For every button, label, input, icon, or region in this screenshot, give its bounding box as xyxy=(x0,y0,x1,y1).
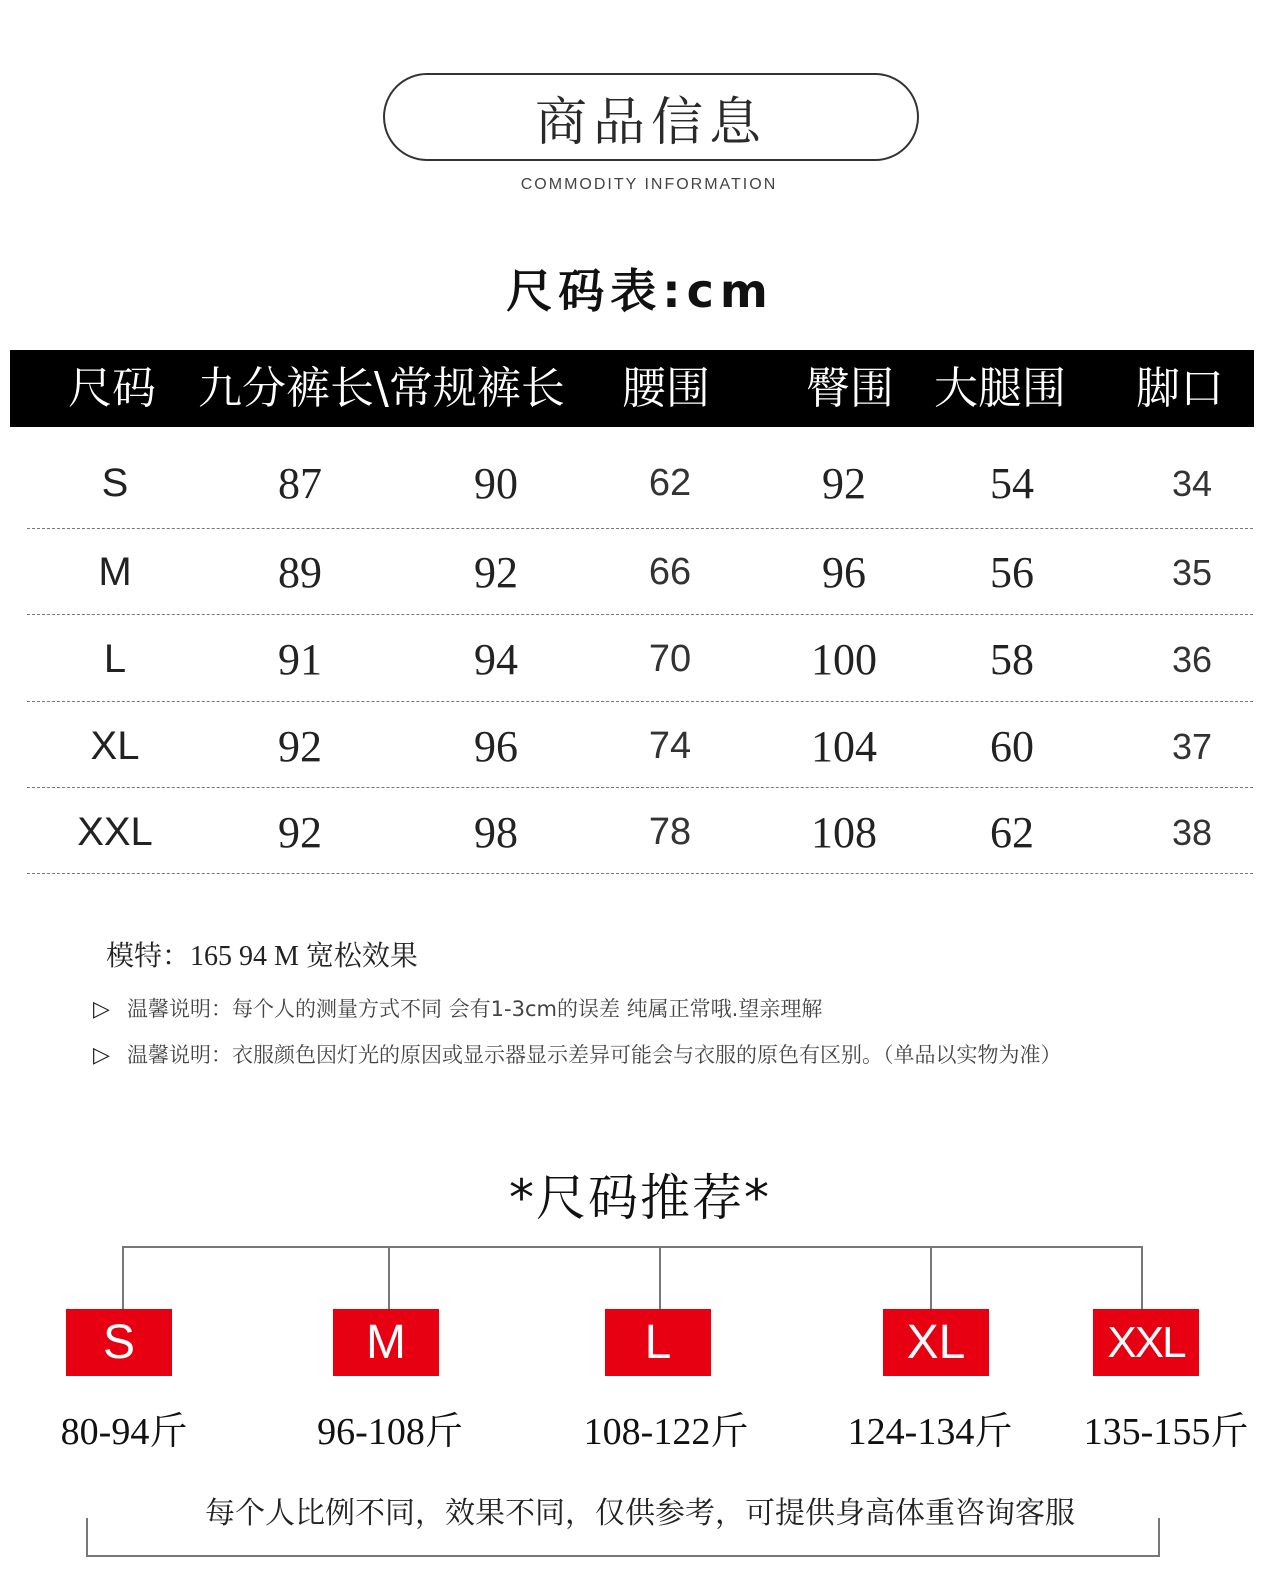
table-row xyxy=(0,440,1280,527)
table-cell: 38 xyxy=(1171,812,1213,853)
table-cell: 90 xyxy=(474,459,518,508)
column-header-thigh: 大腿围 xyxy=(934,363,1066,414)
connector-line xyxy=(122,1246,1143,1248)
size-table-header xyxy=(10,350,1254,427)
table-cell: 78 xyxy=(648,811,692,853)
model-info: 模特：165 94 M 宽松效果 xyxy=(106,941,418,972)
page-subtitle: COMMODITY INFORMATION xyxy=(520,176,778,193)
table-cell: 92 xyxy=(474,548,518,597)
bracket-line xyxy=(1158,1518,1160,1556)
table-cell: 54 xyxy=(990,459,1034,508)
note-text: 温馨说明：每个人的测量方式不同 会有1-3cm的误差 纯属正常哦.望亲理解 xyxy=(127,997,823,1021)
size-badge-s: S xyxy=(66,1309,172,1376)
table-cell: 96 xyxy=(822,548,866,597)
table-cell: 96 xyxy=(474,722,518,771)
table-row xyxy=(0,789,1280,876)
table-cell: 92 xyxy=(278,808,322,857)
weight-range-s: 80-94斤 xyxy=(60,1411,188,1453)
row-divider xyxy=(27,787,1253,788)
connector-line xyxy=(930,1246,932,1309)
table-cell: 89 xyxy=(278,548,322,597)
weight-range-l: 108-122斤 xyxy=(583,1411,749,1453)
table-cell-size: XL xyxy=(90,724,140,768)
column-header-regular-length: \常规裤长 xyxy=(374,363,565,414)
triangle-right-icon: ▷ xyxy=(93,997,110,1022)
table-cell: 87 xyxy=(278,459,322,508)
table-cell: 92 xyxy=(822,459,866,508)
column-header-size: 尺码 xyxy=(68,363,156,414)
table-cell: 58 xyxy=(990,635,1034,684)
connector-line xyxy=(122,1246,124,1309)
column-header-waist: 腰围 xyxy=(622,363,710,414)
connector-line xyxy=(659,1246,661,1309)
table-row xyxy=(0,616,1280,703)
size-badge-xxl: XXL xyxy=(1093,1309,1199,1376)
table-cell: 36 xyxy=(1171,639,1213,680)
page-title: 商品信息 xyxy=(534,92,767,153)
table-cell: 94 xyxy=(474,635,518,684)
row-divider xyxy=(27,701,1253,702)
bracket-line xyxy=(86,1518,88,1556)
column-header-hip: 臀围 xyxy=(806,363,894,414)
table-cell: 56 xyxy=(990,548,1034,597)
table-cell: 104 xyxy=(811,722,877,771)
connector-line xyxy=(1141,1246,1143,1309)
table-cell-size: S xyxy=(101,461,129,505)
table-cell-size: L xyxy=(103,637,127,681)
header-pill xyxy=(383,73,919,161)
table-cell: 37 xyxy=(1171,726,1213,767)
table-row xyxy=(0,703,1280,790)
row-divider xyxy=(27,614,1253,615)
connector-line xyxy=(388,1246,390,1309)
column-header-leg-opening: 脚口 xyxy=(1136,363,1224,414)
table-cell: 98 xyxy=(474,808,518,857)
note-text: 温馨说明：衣服颜色因灯光的原因或显示器显示差异可能会与衣服的原色有区别。（单品以实物为准） xyxy=(127,1043,1062,1067)
size-table-title: 尺码表:cm xyxy=(506,264,774,318)
weight-range-m: 96-108斤 xyxy=(317,1411,463,1453)
weight-range-xl: 124-134斤 xyxy=(847,1411,1013,1453)
table-row xyxy=(0,529,1280,616)
table-cell: 62 xyxy=(648,462,692,504)
recommendation-title: *尺码推荐* xyxy=(509,1169,771,1227)
table-cell: 66 xyxy=(648,551,692,593)
table-cell: 108 xyxy=(811,808,877,857)
note-color xyxy=(93,1039,1062,1069)
bracket-line xyxy=(86,1555,1160,1557)
size-badge-l: L xyxy=(605,1309,711,1376)
recommendation-footnote: 每个人比例不同，效果不同，仅供参考，可提供身高体重咨询客服 xyxy=(205,1496,1075,1531)
row-divider xyxy=(27,873,1253,874)
note-measurement xyxy=(93,993,822,1023)
table-cell: 34 xyxy=(1171,463,1213,504)
size-badge-m: M xyxy=(333,1309,439,1376)
table-cell: 35 xyxy=(1171,552,1213,593)
table-cell: 92 xyxy=(278,722,322,771)
table-cell: 60 xyxy=(990,722,1034,771)
size-badge-xl: XL xyxy=(883,1309,989,1376)
table-cell-size: XXL xyxy=(77,810,153,854)
table-cell-size: M xyxy=(98,550,132,594)
table-cell: 100 xyxy=(811,635,877,684)
weight-range-xxl: 135-155斤 xyxy=(1083,1411,1249,1453)
table-cell: 62 xyxy=(990,808,1034,857)
triangle-right-icon: ▷ xyxy=(93,1043,110,1068)
column-header-cropped-length: 九分裤长 xyxy=(198,363,374,414)
table-cell: 70 xyxy=(648,638,692,680)
table-cell: 91 xyxy=(278,635,322,684)
table-cell: 74 xyxy=(648,725,692,767)
